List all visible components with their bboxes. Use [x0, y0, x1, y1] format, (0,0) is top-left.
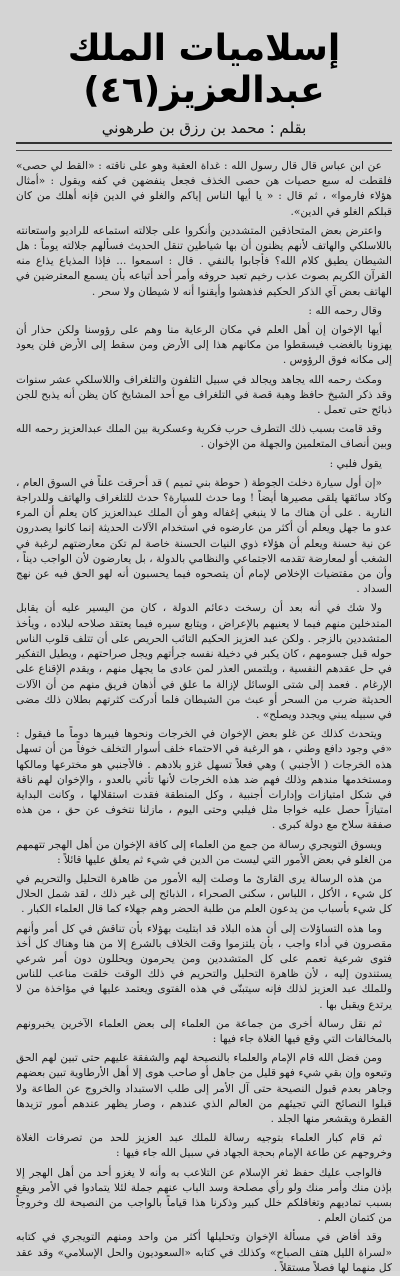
paragraph: ولا شك في أنه بعد أن رسخت دعائم الدولة ، كان من اليسير عليه أن يقابل المتدخلين منهم فيما لا يعنيهم بالإعراض ، ويتابع سيره فيما يعتقد صلاحه لبلاده ، ويأخذ المتشددين بالزجر . ولكن عبد العزيز الحكيم التائب الحريص على أن تتلف قلوب الناس حوله قبل جسومهم ، كان يكبر في دخيلة نفسه جرأتهم ويجل صراحتهم ، ويطيل التفكير في حل عقدهم النفسية ، ويلتمس العذر لمن عادى ما يجهل منهم ، ويقدم الإقناع على الإرغام . فعمد إلى شتى الوسائل لإزالة ما علق في أذهان فريق منهم من أن الآلات الحديثة ضرب من السحر أو عبث من الشيطان فلما أدركت كثرتهم بطلان ذلك مضى في سبيله يبني ويجدد ويصلح» .: [16, 602, 392, 721]
paragraph: أيها الإخوان إن أهل العلم في مكان الرعاية منا وهم على رؤوسنا ولكن حذار أن يهزونا بالغضب فيسقطوا من مكانهم هذا إلى الأرض ومن سقط إلى الأرض فلن يعود إلى مكانه فوق الرؤوس .: [16, 324, 392, 367]
paragraph: ومن فضل الله قام الإمام والعلماء بالنصيحة لهم والشفقة عليهم حتى تبين لهم الحق وتبعوه وإن بقي شيء فهو قليل من جاهل أو صاحب هوى إلا أهل الأرطاوية تبين بعضهم وجاهر بعدم قبول النصيحة حتى آل الأمر إلى طلب الاستبداد والخروج عن الطاعة ولا قبلوا النصائح التي تجيئهم من العالم الذي عندهم ، وصار يظهر عندهم أمور تزيدها القطرة ويقشعر منها الجلد .: [16, 1052, 392, 1125]
article-body: [15, 159, 392, 1274]
paragraph: ومكث رحمه الله يجاهد ويجالد في سبيل التلفون والتلغراف واللاسلكي عشر سنوات وقد ذكر الشيخ حافظ وهبة قصة في التلغراف مع أحد المشايخ كان يظن أنه يذبح للجن ذبائح حتى تعمل .: [16, 373, 392, 417]
paragraph: وما هذه التساؤلات إلى أن هذه البلاد قد ابتليت بهؤلاء بأن تناقش في كل أمر وأنهم مقصرون في أداء واجب ، بأن يلتزموا وقت الخلاف بالشرع إلا من هنا وهناك كل أخذ فتوى شرعية تعمم على كل المتشددين ومن يحرمون ويحللون دون أمر شرعي يستندون إليه ، لأن ظاهرة التحليل والتحريم في ذلك الوقت خلقت مناعب للناس وللملك عبد العزيز لذلك فإنه سيتبنّى في هذه الفتوى ويعتمد عليها في مؤاخذة من لا يرتدع ويقبل بها .: [16, 922, 392, 1011]
paragraph: ويسوق التويجري رسالة من جمع من العلماء إلى كافة الإخوان من أهل الهجر تتهمهم من الغلو في بعض الأمور التي ليست من الدين في شيء ثم يعلق عليها قائلاً :: [16, 838, 392, 866]
header-divider: [16, 150, 392, 151]
paragraph: وقد أفاض في مسألة الإخوان وتحليلها أكثر من واحد ومنهم التويجري في كتابه «لسراة الليل هتف الصباح» وكذلك في كتابه «السعوديون والحل الإسلامي» وقد عقد كل منهما لها فصلاً مستقلاً .: [16, 1231, 392, 1274]
paragraph: يقول فلبي :: [329, 457, 382, 470]
paragraph: وقد قامت بسبب ذلك التطرف حرب فكرية وعسكرية بين الملك عبدالعزيز رحمه الله وبين أنصاف المتعلمين والجهلة من الإخوان .: [15, 423, 392, 451]
paragraph: من هذه الرسالة يرى القارئ ما وصلت إليه الأمور من ظاهرة التحليل والتحريم في كل شيء ، الأكل ، اللباس ، سكنى الصحراء ، الذبائح إلى غير ذلك ، لقد شمل الحلال كل شيء بأسباب من يدعون العلم من طلبة الحضر وهم جهلاء كما قال العلماء الكبار .: [16, 872, 392, 916]
paragraph: ثم نقل رسالة أخرى من جماعة من العلماء إلى بعض العلماء الآخرين يخبرونهم بالمخالفات التي وقع فيها الغلاة جاء فيها :: [16, 1017, 392, 1045]
paragraph: «إن أول سيارة دخلت الجوطة ( حوطة بني تميم ) قد أحرقت علناً في السوق العام ، وكاد سائقها يلقى مصيرها أيضاً ! وما حدث للسيارة؟ حدث للتلغراف والهاتف وللدراجة النارية . على أن هناك ما لا ينبغي إغفاله وهو أن الملك عبدالعزيز كان يعلم أن المرء عدو ما جهل ويعلم أن أكثر من عارضوه في استخدام الآلات الحديثة إنما كانوا يصدرون عن نية حسنة ويعلم أن هؤلاء ذوي النيات الحسنة خاصة لم تكن معارضتهم لرغبة في الشغب أو لمعارضة تقدمه الاجتماعي والنظامي بالدولة ، بل يعارضون لأن الواجب ديناً ، وأن من مقتضيات الإخلاص لإمام أن يتصحوه فيما يحسبون أنه لهو الحق فيه عن نهج السداد .: [16, 476, 392, 596]
paragraph: وقال رحمه الله :: [308, 304, 382, 317]
paragraph: واعترض بعض المتحاذقين المتشددين وأنكروا على جلالته استماعه للراديو واستعانته باللاسلكي والهاتف لأنهم يظنون أن بها شياطين تنقل الحديث فسألهم جلالته يوماً : هل الشيطان يطيق كلام الله؟ فأجابوا بالنفي . قال : اسمعوا ... فإذا المذياع يذاع منه القرآن الكريم بصوت عذب رخيم تعبد حروفه وأمر أحد أتباعه بأن يسمع المعترضين في الهاتف بعض آي الذكر الحكيم فذهشوا وأيقنوا أنه لا شيطان ولا سحر .: [16, 224, 392, 298]
article-title: إسلاميات الملك عبدالعزيز(٤٦): [67, 28, 341, 111]
paragraph: عن ابن عباس قال قال رسول الله : غداة العقبة وهو على ناقته : «القط لي حصى» فلقطت له سبع حصيات هن حصى الخذف فجعل ينفضهن في كفه ويقول : «أمثال هؤلاء فارموا» ، ثم قال : « يا أيها الناس إياكم والغلو في الدين فإنه أهلك من كان قبلكم الغلو في الدين».: [16, 160, 392, 218]
paragraph: ثم قام كبار العلماء بتوجيه رسالة للملك عبد العزيز للحد من تصرفات الغلاة وخروجهم عن طاعة الإمام بحجة الجهاد في سبيل الله جاء فيها :: [16, 1132, 392, 1160]
article-byline: بقلم : محمد بن رزق بن طرهوني: [101, 119, 307, 137]
paragraph: ويتحدث كذلك عن غلو بعض الإخوان في الخرجات ونحوها فيبرها دوماً ما فيقول : «في وجود دافع وطني ، هو الرغبة في الاحتماء خلف أسوار التخلف خوفاً من أن تسهل هذه الخرجات ( الأجنبي ) وهي فعلاً تسهل غزو بلادهم . فالأجنبي هو مخترعها ومالكها ومستخدمها مندهم وذلك فهم ضد هذه الخرجات لأنها تأتي بالعدو ، والإخوان لهم ناقة في شكل امتيازات وإدارات أجنبية ، وكل المنطقة فقدت استقلالها ، وكانت البداية امتيازاً حصل عليه خواجا مثل فيلبي وحتى اليوم ، مازلنا نتخوف عن حق ، من هذه صفقة سلاح مع دولة كبرى .: [16, 728, 392, 832]
paragraph: فالواجب عليك حفظ ثغر الإسلام عن التلاعب به وأنه لا يغزو أحد من أهل الهجر إلا بإذن منك وأمر منك ولو رأي مصلحة وسد الباب عنهم جملة لئلا يتمادوا في الأمر ويقع بسبب تماديهم وتغافلكم خلل كبير وذكرنا هذا قياماً بالواجب من النصيحة لك وخروجاً من كتمان العلم .: [16, 1166, 392, 1225]
article-header: [16, 28, 392, 144]
